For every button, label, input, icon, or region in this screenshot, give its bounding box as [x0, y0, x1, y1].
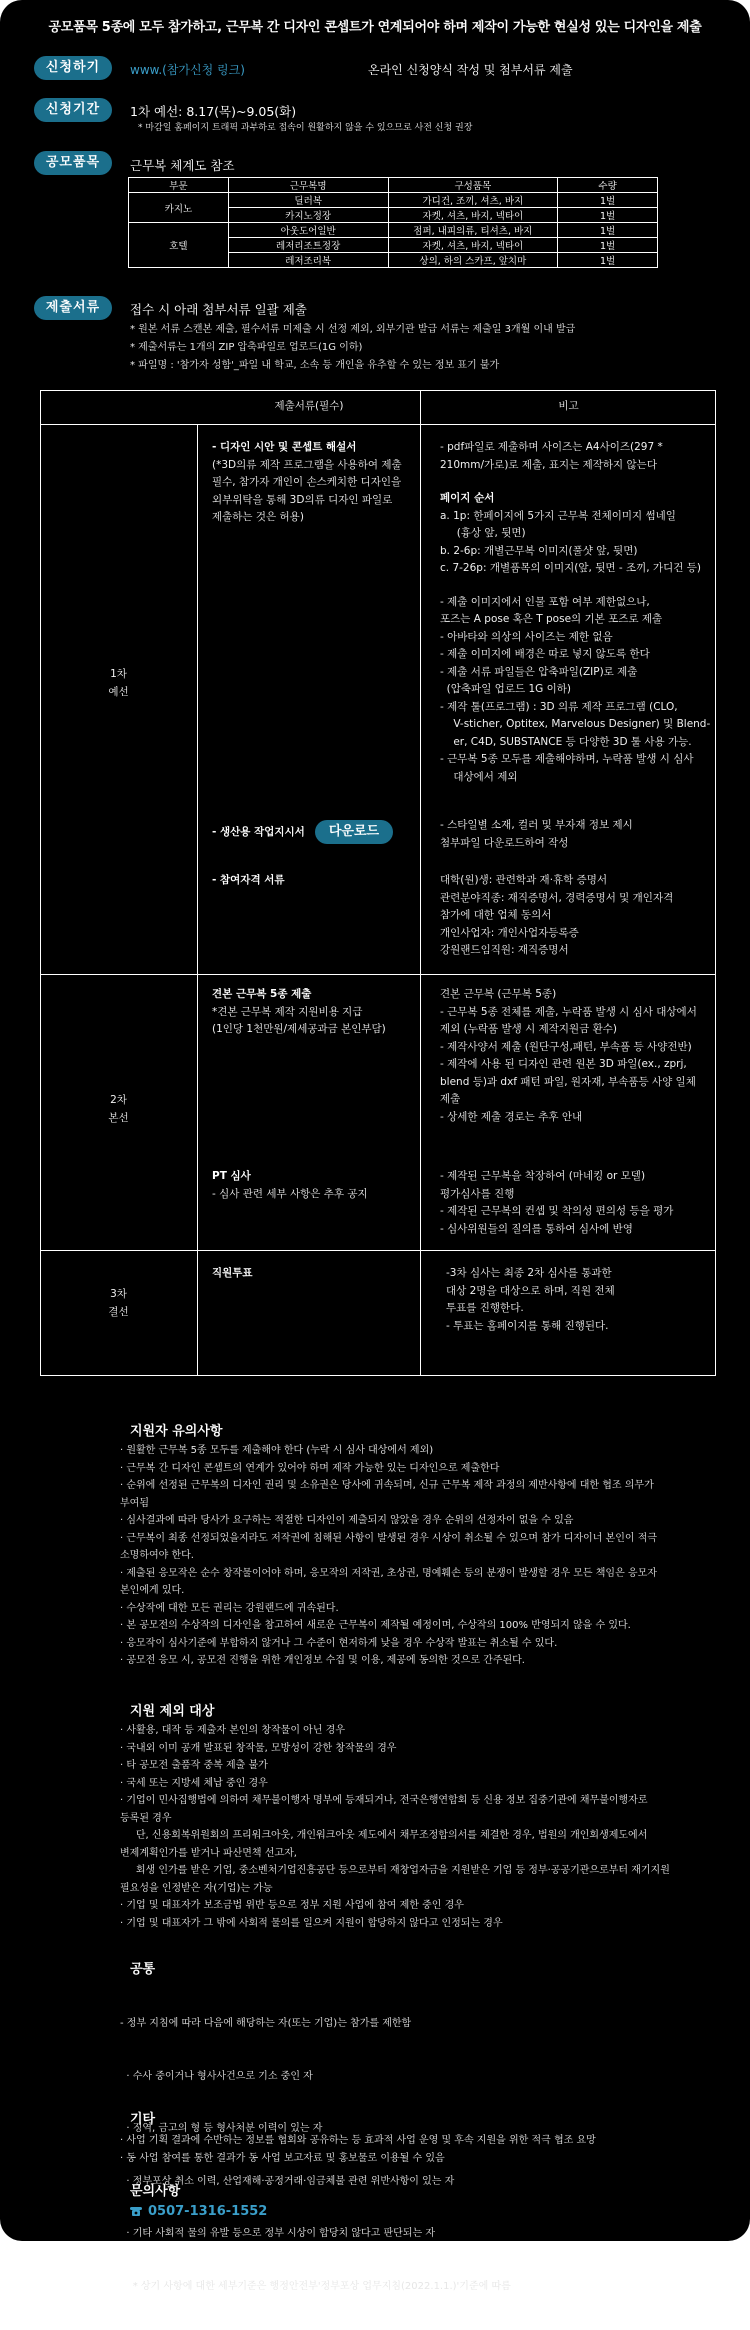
round2-make-notes: [440, 986, 712, 1126]
round1-design-line: (*3D의류 제작 프로그램을 사용하여 제출: [212, 458, 402, 471]
round1-design-line: 제출하는 것은 허용): [212, 511, 304, 523]
round2-make-note: 견본 근무복 (근무복 5종): [440, 988, 557, 1000]
round1-rule-line: - 아바타와 의상의 사이즈는 제한 없음: [440, 630, 613, 643]
phone-icon: [130, 2205, 142, 2215]
round3-vote-notes: [446, 1265, 712, 1335]
round3-vote-note: -3차 심사는 최종 2차 심사를 통과한: [446, 1267, 612, 1279]
round2-make-line: (1인당 1천만원/제세공과금 본인부담): [212, 1023, 386, 1035]
round2-label-bottom: 본선: [108, 1111, 129, 1124]
apply-description: 온라인 신청양식 작성 및 첨부서류 제출: [368, 63, 573, 77]
list-item: · 수사 중이거나 형사사건으로 기소 중인 자: [120, 2070, 313, 2082]
round3-label: [40, 1286, 197, 1321]
list-item: · 응모작이 심사기준에 부합하지 않거나 그 수준이 현저하게 낮을 경우 수상작 발표는 취소될 수 있다.: [120, 1637, 558, 1649]
items-cell: 레저조리복: [228, 253, 388, 268]
round1-design-docs: [212, 439, 418, 527]
list-item: · 근무복 간 디자인 콘셉트의 연계가 있어야 하며 제작 가능한 있는 디자인으로 제출한다: [120, 1462, 500, 1474]
list-item: · 국세 또는 지방세 체납 중인 경우: [120, 1777, 268, 1789]
common-title: 공통: [130, 1962, 156, 1977]
round2-pt-note: - 심사위원들의 질의를 통하여 심사에 반영: [440, 1222, 633, 1235]
list-item: · 기업 및 대표자가 그 밖에 사회적 물의를 일으켜 지원이 합당하지 않다고 인정되는 경우: [120, 1917, 503, 1929]
list-item: 필요성을 인정받은 자(기업)는 가능: [120, 1882, 273, 1894]
items-cell: 카지노정장: [228, 208, 388, 223]
docs-badge: 제출서류: [34, 296, 112, 320]
round2-pt: [212, 1168, 418, 1203]
docs-note: * 제출서류는 1개의 ZIP 압축파일로 업로드(1G 이하): [130, 342, 363, 353]
round2-make-note: - 근무복 5종 전체를 제출, 누락품 발생 시 심사 대상에서: [440, 1005, 697, 1018]
round1-page-line: c. 7-26p: 개별품목의 이미지(앞, 뒷면 - 조끼, 가디건 등): [440, 562, 701, 574]
items-badge: 공모품목: [34, 151, 112, 175]
items-section-casino: 카지노: [129, 193, 229, 223]
list-item: * 상기 사항에 대한 세부기준은 행정안전부'정부포상 업무지침(2022.1.1.)'기준에 따름: [120, 2280, 511, 2292]
etc-title: 기타: [130, 2112, 156, 2127]
list-item: · 사업 기획 결과에 수반하는 정보를 협회와 공유하는 등 효과적 사업 운영 및 후속 지원을 위한 적극 협조 요망: [120, 2135, 596, 2146]
caution-title: 지원자 유의사항: [130, 1424, 223, 1439]
list-item: · 정부포상 취소 이력, 산업재해·공정거래·임금체불 관련 위반사항이 있는 자: [120, 2175, 455, 2187]
round3-label-top: 3차: [110, 1288, 127, 1300]
round1-spec-note: 첨부파일 다운로드하여 작성: [440, 836, 569, 849]
list-item: · 기업 및 대표자가 보조금법 위반 등으로 정부 지원 사업에 참여 제한 중인 경우: [120, 1900, 464, 1911]
items-cell: 아웃도어일반: [228, 223, 388, 238]
round1-spec-notes: [440, 817, 712, 852]
round2-make-note: 제외 (누락품 발생 시 제작지원금 환수): [440, 1023, 618, 1035]
round1-spec-note: - 스타일별 소재, 컬러 및 부자재 정보 제시: [440, 819, 633, 831]
page-headline: 공모품목 5종에 모두 참가하고, 근무복 간 디자인 콘셉트가 연계되어야 하며 제작이 가능한 현실성 있는 디자인을 제출: [48, 20, 702, 35]
docs-note: * 원본 서류 스캔본 제출, 필수서류 미제출 시 선정 제외, 외부기관 발급 서류는 제출일 3개월 이내 발급: [130, 324, 576, 335]
list-item: · 제출된 응모작은 순수 창작물이어야 하며, 응모작의 저작권, 초상권, 명예훼손 등의 분쟁이 발생할 경우 모든 책임은 응모자: [120, 1567, 657, 1579]
items-cell: 자켓, 셔츠, 바지, 넥타이: [388, 238, 558, 253]
list-item: 변제계획인가를 받거나 파산면책 선고자,: [120, 1847, 297, 1859]
round1-rule-line: - 제출 서류 파일들은 압축파일(ZIP)로 제출: [440, 665, 638, 678]
list-item: · 동 사업 참여를 통한 결과가 동 사업 보고자료 및 홍보물로 이용될 수 있음: [120, 2152, 445, 2164]
round2-label-top: 2차: [110, 1094, 127, 1106]
round1-rule-line: 대상에서 제외: [440, 770, 518, 783]
contact-phone-row: [130, 2204, 267, 2219]
list-item: 단, 신용회복위원회의 프리워크아웃, 개인워크아웃 제도에서 채무조정합의서를 체결한 경우, 법원의 개인회생제도에서: [120, 1830, 648, 1841]
list-item: 본인에게 있다.: [120, 1585, 185, 1596]
round1-note-line: 210mm/가로)로 제출, 표지는 제작하지 않는다: [440, 458, 657, 471]
round2-make-note: blend 등)과 dxf 패턴 파일, 원자재, 부속품등 사양 일체: [440, 1075, 696, 1088]
round1-elig-line: 참가에 대한 업체 동의서: [440, 909, 552, 921]
round1-rule-line: - 제출 이미지에 배경은 따로 넣지 않도록 한다: [440, 648, 650, 660]
table-row: [129, 193, 658, 208]
round1-elig-line: 관련분야직종: 재직증명서, 경력증명서 및 개인자격: [440, 891, 674, 904]
list-item: · 심사결과에 따라 당사가 요구하는 적절한 디자인이 제출되지 않았을 경우 순위의 선정자이 없을 수 있음: [120, 1515, 574, 1526]
period-badge: 신청기간: [34, 98, 112, 122]
items-cell: 점퍼, 내피의류, 티셔츠, 바지: [388, 223, 558, 238]
exclude-title: 지원 제외 대상: [130, 1704, 215, 1719]
items-cell: 자켓, 셔츠, 바지, 넥타이: [388, 208, 558, 223]
round2-make-note: - 상세한 제출 경로는 추후 안내: [440, 1110, 583, 1123]
round2-make-note: - 제작사양서 제출 (원단구성,패턴, 부속품 등 사양전반): [440, 1040, 692, 1053]
caution-list: [120, 1442, 720, 1670]
round1-rule-line: - 근무복 5종 모두를 제출해야하며, 누락품 발생 시 심사: [440, 753, 694, 765]
round1-rule-line: (압축파일 업로드 1G 이하): [440, 683, 571, 695]
list-item: · 원활한 근무복 5종 모두를 제출해야 한다 (누락 시 심사 대상에서 제외): [120, 1445, 434, 1456]
round1-label-bottom: 예선: [108, 685, 129, 698]
list-item: · 타 공모전 출품작 중복 제출 불가: [120, 1760, 268, 1771]
list-item: 회생 인가를 받은 기업, 중소벤처기업진흥공단 등으로부터 재창업자금을 지원받은 기업 등 정부·공공기관으로부터 재기지원: [120, 1865, 670, 1876]
round1-spec-row: [212, 820, 418, 844]
round1-rule-line: 포즈는 A pose 혹은 T pose의 기본 포즈로 제출: [440, 613, 663, 625]
list-item: 등록된 경우: [120, 1812, 172, 1824]
round1-design-notes: [440, 439, 712, 786]
round2-make-title: 견본 근무복 5종 제출: [212, 988, 312, 1000]
docs-note: * 파일명 : '참가자 성함'_파일 내 학교, 소속 등 개인을 유추할 수 있는 정보 표기 불가: [130, 360, 500, 371]
round1-spec-label: - 생산용 작업지시서: [212, 826, 305, 838]
items-header-qty: 수량: [558, 178, 658, 193]
round1-label: [40, 666, 197, 701]
round1-rule-line: - 제출 이미지에서 인물 포함 여부 제한없으나,: [440, 595, 650, 608]
items-cell: 1벌: [558, 238, 658, 253]
round1-page-order-title: 페이지 순서: [440, 492, 495, 504]
round1-design-line: 필수, 참가자 개인이 손스케치한 디자인을: [212, 476, 402, 488]
round2-label: [40, 1092, 197, 1127]
round2-pt-note: - 제작된 근무복을 착장하여 (마네킹 or 모델): [440, 1170, 646, 1182]
docs-text: 접수 시 아래 첨부서류 일괄 제출: [130, 302, 307, 317]
round1-label-top: 1차: [110, 668, 127, 680]
items-cell: 1벌: [558, 253, 658, 268]
round1-eligibility-label: - 참여자격 서류: [212, 874, 285, 886]
submission-header-docs: 제출서류(필수): [274, 400, 344, 412]
etc-list: [120, 2132, 720, 2167]
items-header-section: 부문: [129, 178, 229, 193]
list-item: · 공모전 응모 시, 공모전 진행을 위한 개인정보 수집 및 이용, 제공에 동의한 것으로 간주된다.: [120, 1655, 525, 1666]
round2-pt-title: PT 심사: [212, 1170, 251, 1182]
list-item: · 근무복이 최종 선정되었을지라도 저작권에 침해된 사항이 발생된 경우 시상이 취소될 수 있으며 참가 디자이너 본인이 적극: [120, 1532, 658, 1544]
items-cell: 레저리조트정장: [228, 238, 388, 253]
items-cell: 1벌: [558, 193, 658, 208]
items-table-header: [129, 178, 658, 193]
round1-design-title: - 디자인 시안 및 콘셉트 해설서: [212, 441, 357, 453]
round1-rule-line: - 제작 툴(프로그램) : 3D 의류 제작 프로그램 (CLO,: [440, 700, 678, 713]
items-text: 근무복 체계도 참조: [130, 158, 235, 173]
round1-elig-line: 강원랜드임직원: 재직증명서: [440, 944, 569, 956]
round3-vote-label: 직원투표: [212, 1267, 253, 1279]
round3-vote-note: 투표를 진행한다.: [446, 1302, 524, 1314]
list-item: · 본 공모전의 수상작의 디자인을 참고하여 새로운 근무복이 제작될 예정이며, 수상작의 100% 반영되지 않을 수 있다.: [120, 1620, 631, 1631]
round2-pt-notes: [440, 1168, 712, 1238]
items-section-hotel: 호텔: [129, 223, 229, 268]
list-item: · 징역, 금고의 형 등 형사처분 이력이 있는 자: [120, 2123, 323, 2134]
period-text: 1차 예선: 8.17(목)~9.05(화): [130, 104, 297, 119]
list-item: · 국내외 이미 공개 발표된 창작물, 모방성이 강한 창작물의 경우: [120, 1742, 397, 1754]
items-cell: 상의, 하의 스카프, 앞치마: [388, 253, 558, 268]
round2-make-note: 제출: [440, 1093, 461, 1105]
round2-make-note: - 제작에 사용 된 디자인 관련 원본 3D 파일(ex., zprj,: [440, 1058, 687, 1070]
round1-note-line: - pdf파일로 제출하며 사이즈는 A4사이즈(297 *: [440, 441, 663, 453]
list-item: · 기업이 민사집행법에 의하여 채무불이행자 명부에 등재되거나, 전국은행연합회 등 신용 정보 집중기관에 채무불이행자로: [120, 1795, 648, 1806]
list-item: · 순위에 선정된 근무복의 디자인 권리 및 소유권은 당사에 귀속되며, 신규 근무복 제작 과정의 제반사항에 대한 협조 의무가: [120, 1480, 654, 1491]
items-header-parts: 구성품목: [388, 178, 558, 193]
list-item: 소명하여야 한다.: [120, 1550, 194, 1561]
round2-pt-line: - 심사 관련 세부 사항은 추후 공지: [212, 1187, 368, 1200]
apply-link[interactable]: www.(참가신청 링크): [130, 63, 245, 77]
items-table: [128, 177, 658, 268]
round2-pt-note: 평가심사를 진행: [440, 1187, 515, 1200]
round2-make-docs: [212, 986, 418, 1039]
items-cell: 1벌: [558, 208, 658, 223]
round1-rule-line: er, C4D, SUBSTANCE 등 다양한 3D 툴 사용 가능.: [440, 735, 692, 748]
round1-page-line: (흉상 앞, 뒷면): [440, 527, 526, 539]
items-header-name: 근무복명: [228, 178, 388, 193]
round3-label-bottom: 결선: [108, 1305, 129, 1318]
round2-make-line: *견본 근무복 제작 지원비용 지급: [212, 1005, 363, 1018]
round1-page-line: b. 2-6p: 개별근무복 이미지(풀샷 앞, 뒷면): [440, 544, 638, 557]
download-button[interactable]: 다운로드: [315, 820, 393, 844]
apply-badge: 신청하기: [34, 56, 112, 80]
list-item: · 사활용, 대작 등 제출자 본인의 창작물이 아닌 경우: [120, 1725, 345, 1736]
submission-header-notes: 비고: [558, 400, 579, 412]
list-item: · 수상작에 대한 모든 권리는 강원랜드에 귀속된다.: [120, 1602, 339, 1614]
exclude-list: [120, 1722, 720, 1932]
round3-vote-note: - 투표는 홈페이지를 통해 진행된다.: [446, 1319, 609, 1332]
round1-elig-line: 개인사업자: 개인사업자등록증: [440, 926, 579, 939]
round3-vote-note: 대상 2명을 대상으로 하며, 직원 전체: [446, 1284, 615, 1297]
items-cell: 딜러복: [228, 193, 388, 208]
round1-page-line: a. 1p: 한페이지에 5가지 근무복 전체이미지 썸네일: [440, 509, 676, 522]
list-item: - 정부 지침에 따라 다음에 해당하는 자(또는 기업)는 참가를 제한함: [120, 2018, 412, 2029]
list-item: 부여됨: [120, 1497, 149, 1509]
contact-title: 문의사항: [130, 2184, 181, 2199]
items-cell: 가디건, 조끼, 셔츠, 바지: [388, 193, 558, 208]
round1-eligibility-notes: [440, 872, 712, 960]
contact-phone[interactable]: 0507-1316-1552: [148, 2204, 268, 2219]
round1-rule-line: V-sticher, Optitex, Marvelous Designer) 및 Blend-: [440, 718, 711, 730]
round2-pt-note: - 제작된 근무복의 컨셉 및 착의성 편의성 등을 평가: [440, 1205, 674, 1217]
period-note: * 마감일 홈페이지 트래픽 과부하로 접속이 원활하지 않을 수 있으므로 사전 신청 권장: [138, 123, 473, 133]
items-cell: 1벌: [558, 223, 658, 238]
list-item: · 기타 사회적 물의 유발 등으로 정부 시상이 합당치 않다고 판단되는 자: [120, 2228, 435, 2239]
round1-elig-line: 대학(원)생: 관련학과 재·휴학 증명서: [440, 874, 608, 886]
round1-design-line: 외부위탁을 통해 3D의류 디자인 파일로: [212, 493, 393, 506]
table-row: [129, 223, 658, 238]
